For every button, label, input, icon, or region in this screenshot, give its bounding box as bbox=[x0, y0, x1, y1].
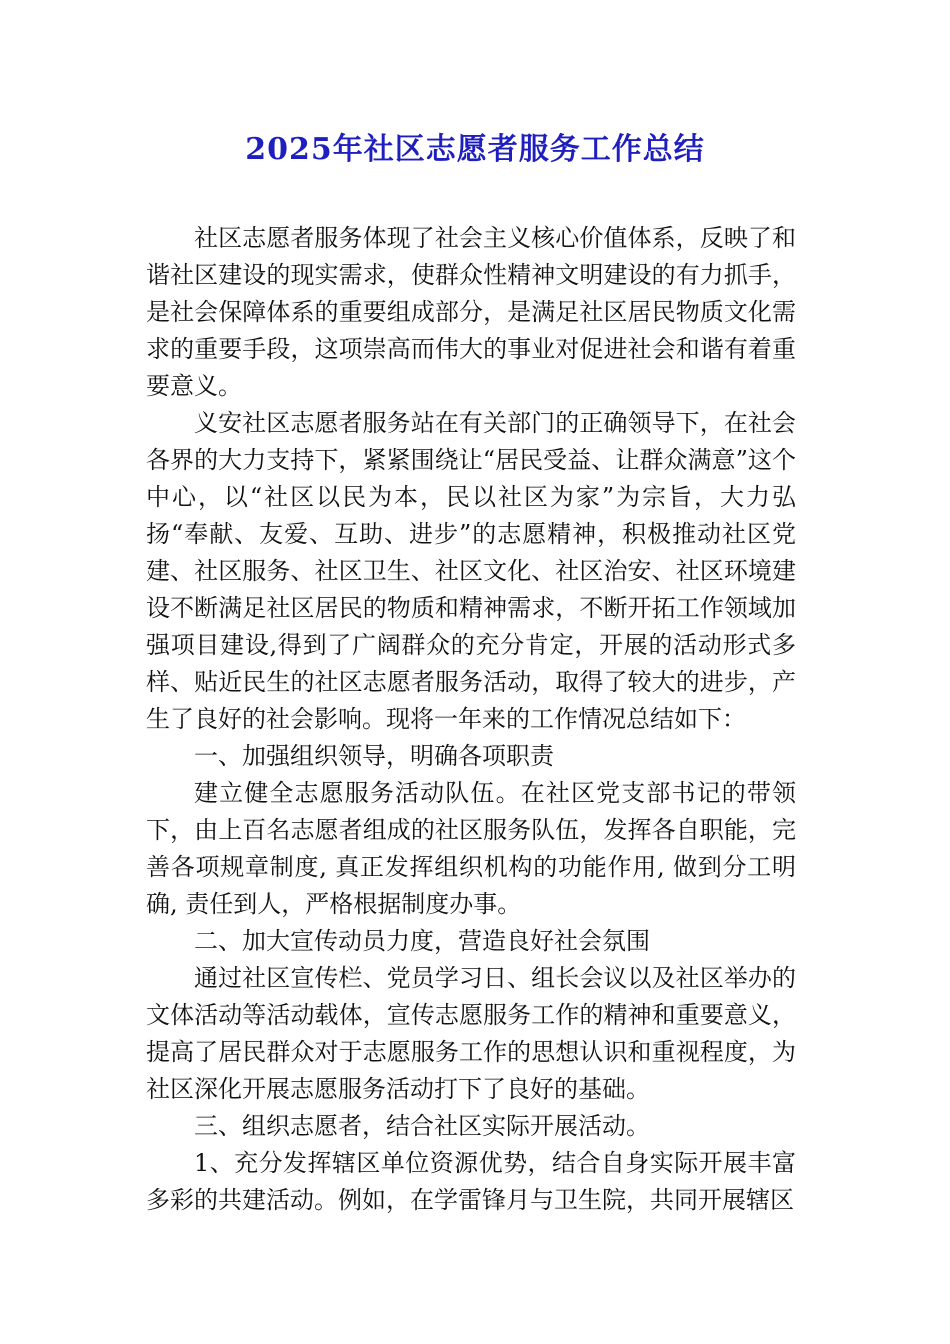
paragraph-section-3-item-1: 1、充分发挥辖区单位资源优势，结合自身实际开展丰富多彩的共建活动。例如，在学雷锋月与卫生院，共同开展辖区 bbox=[146, 1149, 796, 1214]
paragraph-intro: 社区志愿者服务体现了社会主义核心价值体系，反映了和谐社区建设的现实需求，使群众性精神文明建设的有力抓手，是社会保障体系的重要组成部分，是满足社区居民物质文化需求的重要手段，这项崇高而伟大的事业对促进社会和谐有着重要意义。 bbox=[146, 224, 796, 400]
section-heading-3: 三、组织志愿者，结合社区实际开展活动。 bbox=[194, 1112, 650, 1140]
paragraph-section-2: 通过社区宣传栏、党员学习日、组长会议以及社区举办的文体活动等活动载体，宣传志愿服务工作的精神和重要意义，提高了居民群众对于志愿服务工作的思想认识和重视程度，为社区深化开展志愿服务活动打下了良好的基础。 bbox=[146, 964, 796, 1103]
paragraph-overview: 义安社区志愿者服务站在有关部门的正确领导下，在社会各界的大力支持下，紧紧围绕让“居民受益、让群众满意”这个中心，以“社区以民为本，民以社区为家”为宗旨，大力弘扬“奉献、友爱、互助、进步”的志愿精神，积极推动社区党建、社区服务、社区卫生、社区文化、社区治安、社区环境建设不断满足社区居民的物质和精神需求，不断开拓工作领域加强项目建设,得到了广阔群众的充分肯定，开展的活动形式多样、贴近民生的社区志愿者服务活动，取得了较大的进步，产生了良好的社会影响。现将一年来的工作情况总结如下： bbox=[146, 409, 796, 733]
section-heading-1: 一、加强组织领导，明确各项职责 bbox=[194, 742, 554, 770]
document-body bbox=[146, 220, 796, 1219]
section-heading-2: 二、加大宣传动员力度，营造良好社会氛围 bbox=[194, 927, 650, 955]
document-title: 2025年社区志愿者服务工作总结 bbox=[245, 132, 705, 167]
paragraph-section-1: 建立健全志愿服务活动队伍。在社区党支部书记的带领下，由上百名志愿者组成的社区服务队伍，发挥各自职能，完善各项规章制度, 真正发挥组织机构的功能作用, 做到分工明确, 责任到人，严格根据制度办事。 bbox=[146, 779, 796, 918]
